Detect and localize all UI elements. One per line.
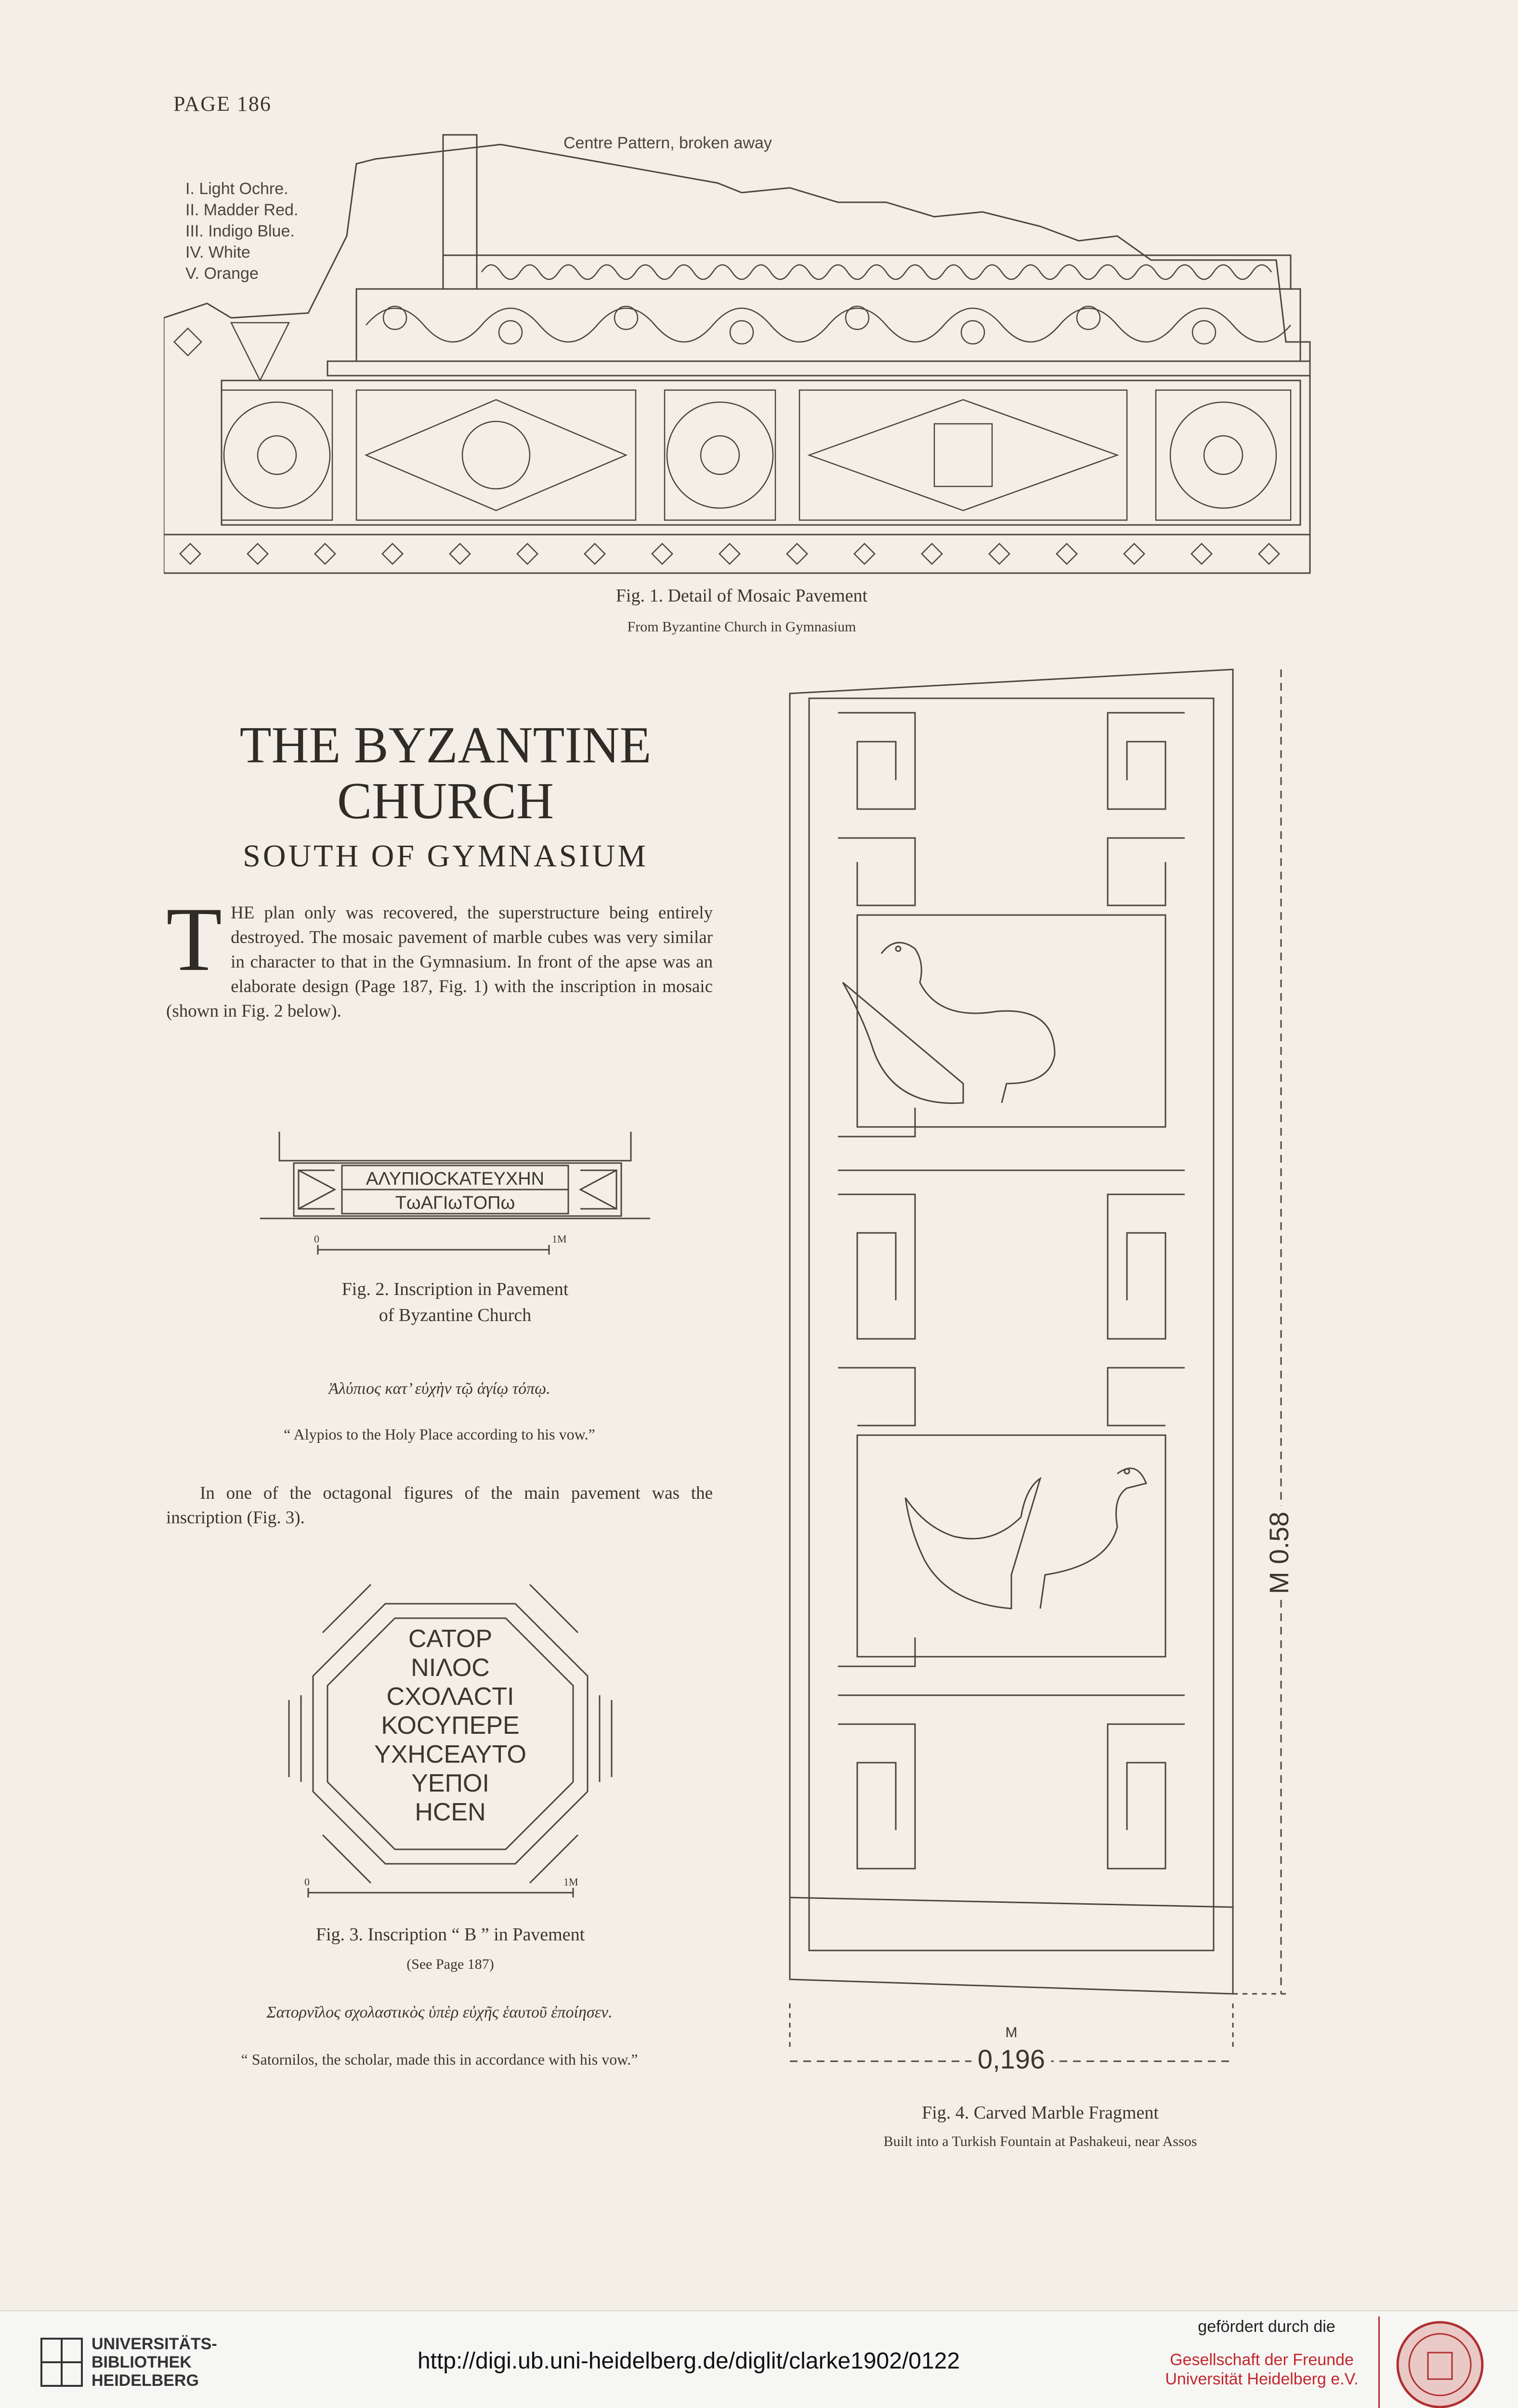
scale-end: 1M	[552, 1233, 567, 1245]
permalink[interactable]: http://digi.ub.uni-heidelberg.de/diglit/clarke1902/0122	[417, 2348, 960, 2374]
fig4-subcaption: Built into a Turkish Fountain at Pashakeui, near Assos	[883, 2133, 1197, 2149]
caption-line: Fig. 2. Inscription in Pavement	[341, 1279, 569, 1299]
color-legend	[185, 178, 298, 284]
title-line: THE BYZANTINE	[239, 717, 652, 774]
inscription-line-2: ΤωΑΓΙωΤΟΠω	[395, 1193, 515, 1213]
university-seal-icon	[1394, 2319, 1486, 2408]
translation-text: “ Satornilos, the scholar, made this in accordance with his vow.”	[241, 2051, 638, 2068]
scale-start: 0	[304, 1876, 310, 1888]
translation-text: “ Alypios to the Holy Place according to his vow.”	[284, 1426, 595, 1443]
fig3-subcaption: (See Page 187)	[406, 1956, 494, 1972]
scale-start: 0	[314, 1233, 319, 1245]
inscription-pavement-drawing	[250, 1122, 660, 1262]
sponsor-line: Gesellschaft der Freunde	[1170, 2351, 1354, 2369]
inscription-line: ΚΟCΥΠΕΡΕ	[381, 1712, 520, 1740]
fig4-caption: Fig. 4. Carved Marble Fragment	[922, 2103, 1159, 2123]
fig1-subcaption: From Byzantine Church in Gymnasium	[627, 619, 856, 635]
divider	[1378, 2316, 1380, 2408]
intro-paragraph	[166, 889, 713, 1023]
library-name-line: HEIDELBERG	[92, 2371, 199, 2390]
carved-marble-fragment-drawing	[771, 655, 1310, 2090]
library-name-line: BIBLIOTHEK	[92, 2353, 192, 2371]
width-unit: M	[1005, 2025, 1018, 2041]
page-number: PAGE 186	[173, 92, 272, 116]
inscription-line: CΑΤΟΡ	[408, 1625, 493, 1653]
library-name	[92, 2335, 217, 2390]
sponsor-line: Universität Heidelberg e.V.	[1165, 2370, 1359, 2388]
inscription-line: ΥΧΗCΕΑΥΤΟ	[374, 1741, 526, 1768]
article-subtitle: SOUTH OF GYMNASIUM	[243, 838, 648, 874]
greek-text: Σατορνῖλος σχολαστικὸς ὑπὲρ εὐχῆς ἑαυτοῦ ἐποίησεν.	[266, 2003, 613, 2021]
inscription-line: ΝΙΛΟC	[411, 1654, 490, 1682]
inscription-line: CΧΟΛΑCΤΙ	[386, 1683, 514, 1711]
inscription-line-1: ΑΛΥΠΙΟCΚΑΤΕΥΧΗΝ	[366, 1169, 545, 1189]
library-logo-icon	[39, 2336, 85, 2389]
title-line: CHURCH	[337, 772, 554, 830]
drop-cap: T	[166, 889, 222, 990]
caption-line: of Byzantine Church	[379, 1305, 532, 1325]
centre-pattern-note: Centre Pattern, broken away	[563, 134, 772, 152]
legend-item: V. Orange	[185, 264, 259, 283]
fig1-caption: Fig. 1. Detail of Mosaic Pavement	[615, 586, 868, 606]
greek-text: Ἀλύπιος κατ’ εὐχὴν τῷ ἁγίῳ τόπῳ.	[328, 1380, 550, 1398]
library-name-line: UNIVERSITÄTS-	[92, 2335, 217, 2353]
height-dimension: M 0.58	[1264, 1511, 1294, 1594]
fig2-caption	[250, 1276, 660, 1328]
width-dimension: 0,196	[977, 2044, 1046, 2074]
legend-item: I. Light Ochre.	[185, 180, 288, 198]
legend-item: III. Indigo Blue.	[185, 222, 295, 240]
mosaic-pavement-drawing	[164, 130, 1320, 578]
fig3-caption: Fig. 3. Inscription “ B ” in Pavement	[315, 1924, 585, 1945]
paragraph-text: HE plan only was recovered, the superstructure being entirely destroyed. The mosaic pavement of marble cubes was very similar in character to that in the Gymnasium. In front of the apse was an elaborate design (Page 187, Fig. 1) with the inscription in mosaic (shown in Fig. 2 below).	[166, 903, 713, 1021]
article-title	[159, 718, 732, 829]
legend-item: II. Madder Red.	[185, 201, 299, 219]
sponsor-prefix: gefördert durch die	[1198, 2317, 1335, 2336]
inscription-line: ΥΕΠΟΙ	[411, 1769, 489, 1797]
scale-end: 1M	[563, 1876, 578, 1888]
paragraph-2: In one of the octagonal figures of the main pavement was the inscription (Fig. 3).	[166, 1483, 713, 1528]
legend-item: IV. White	[185, 243, 250, 262]
inscription-line: ΗCΕΝ	[415, 1798, 486, 1826]
octagon-inscription-drawing	[275, 1575, 626, 1912]
sponsor-name	[1146, 2350, 1377, 2389]
